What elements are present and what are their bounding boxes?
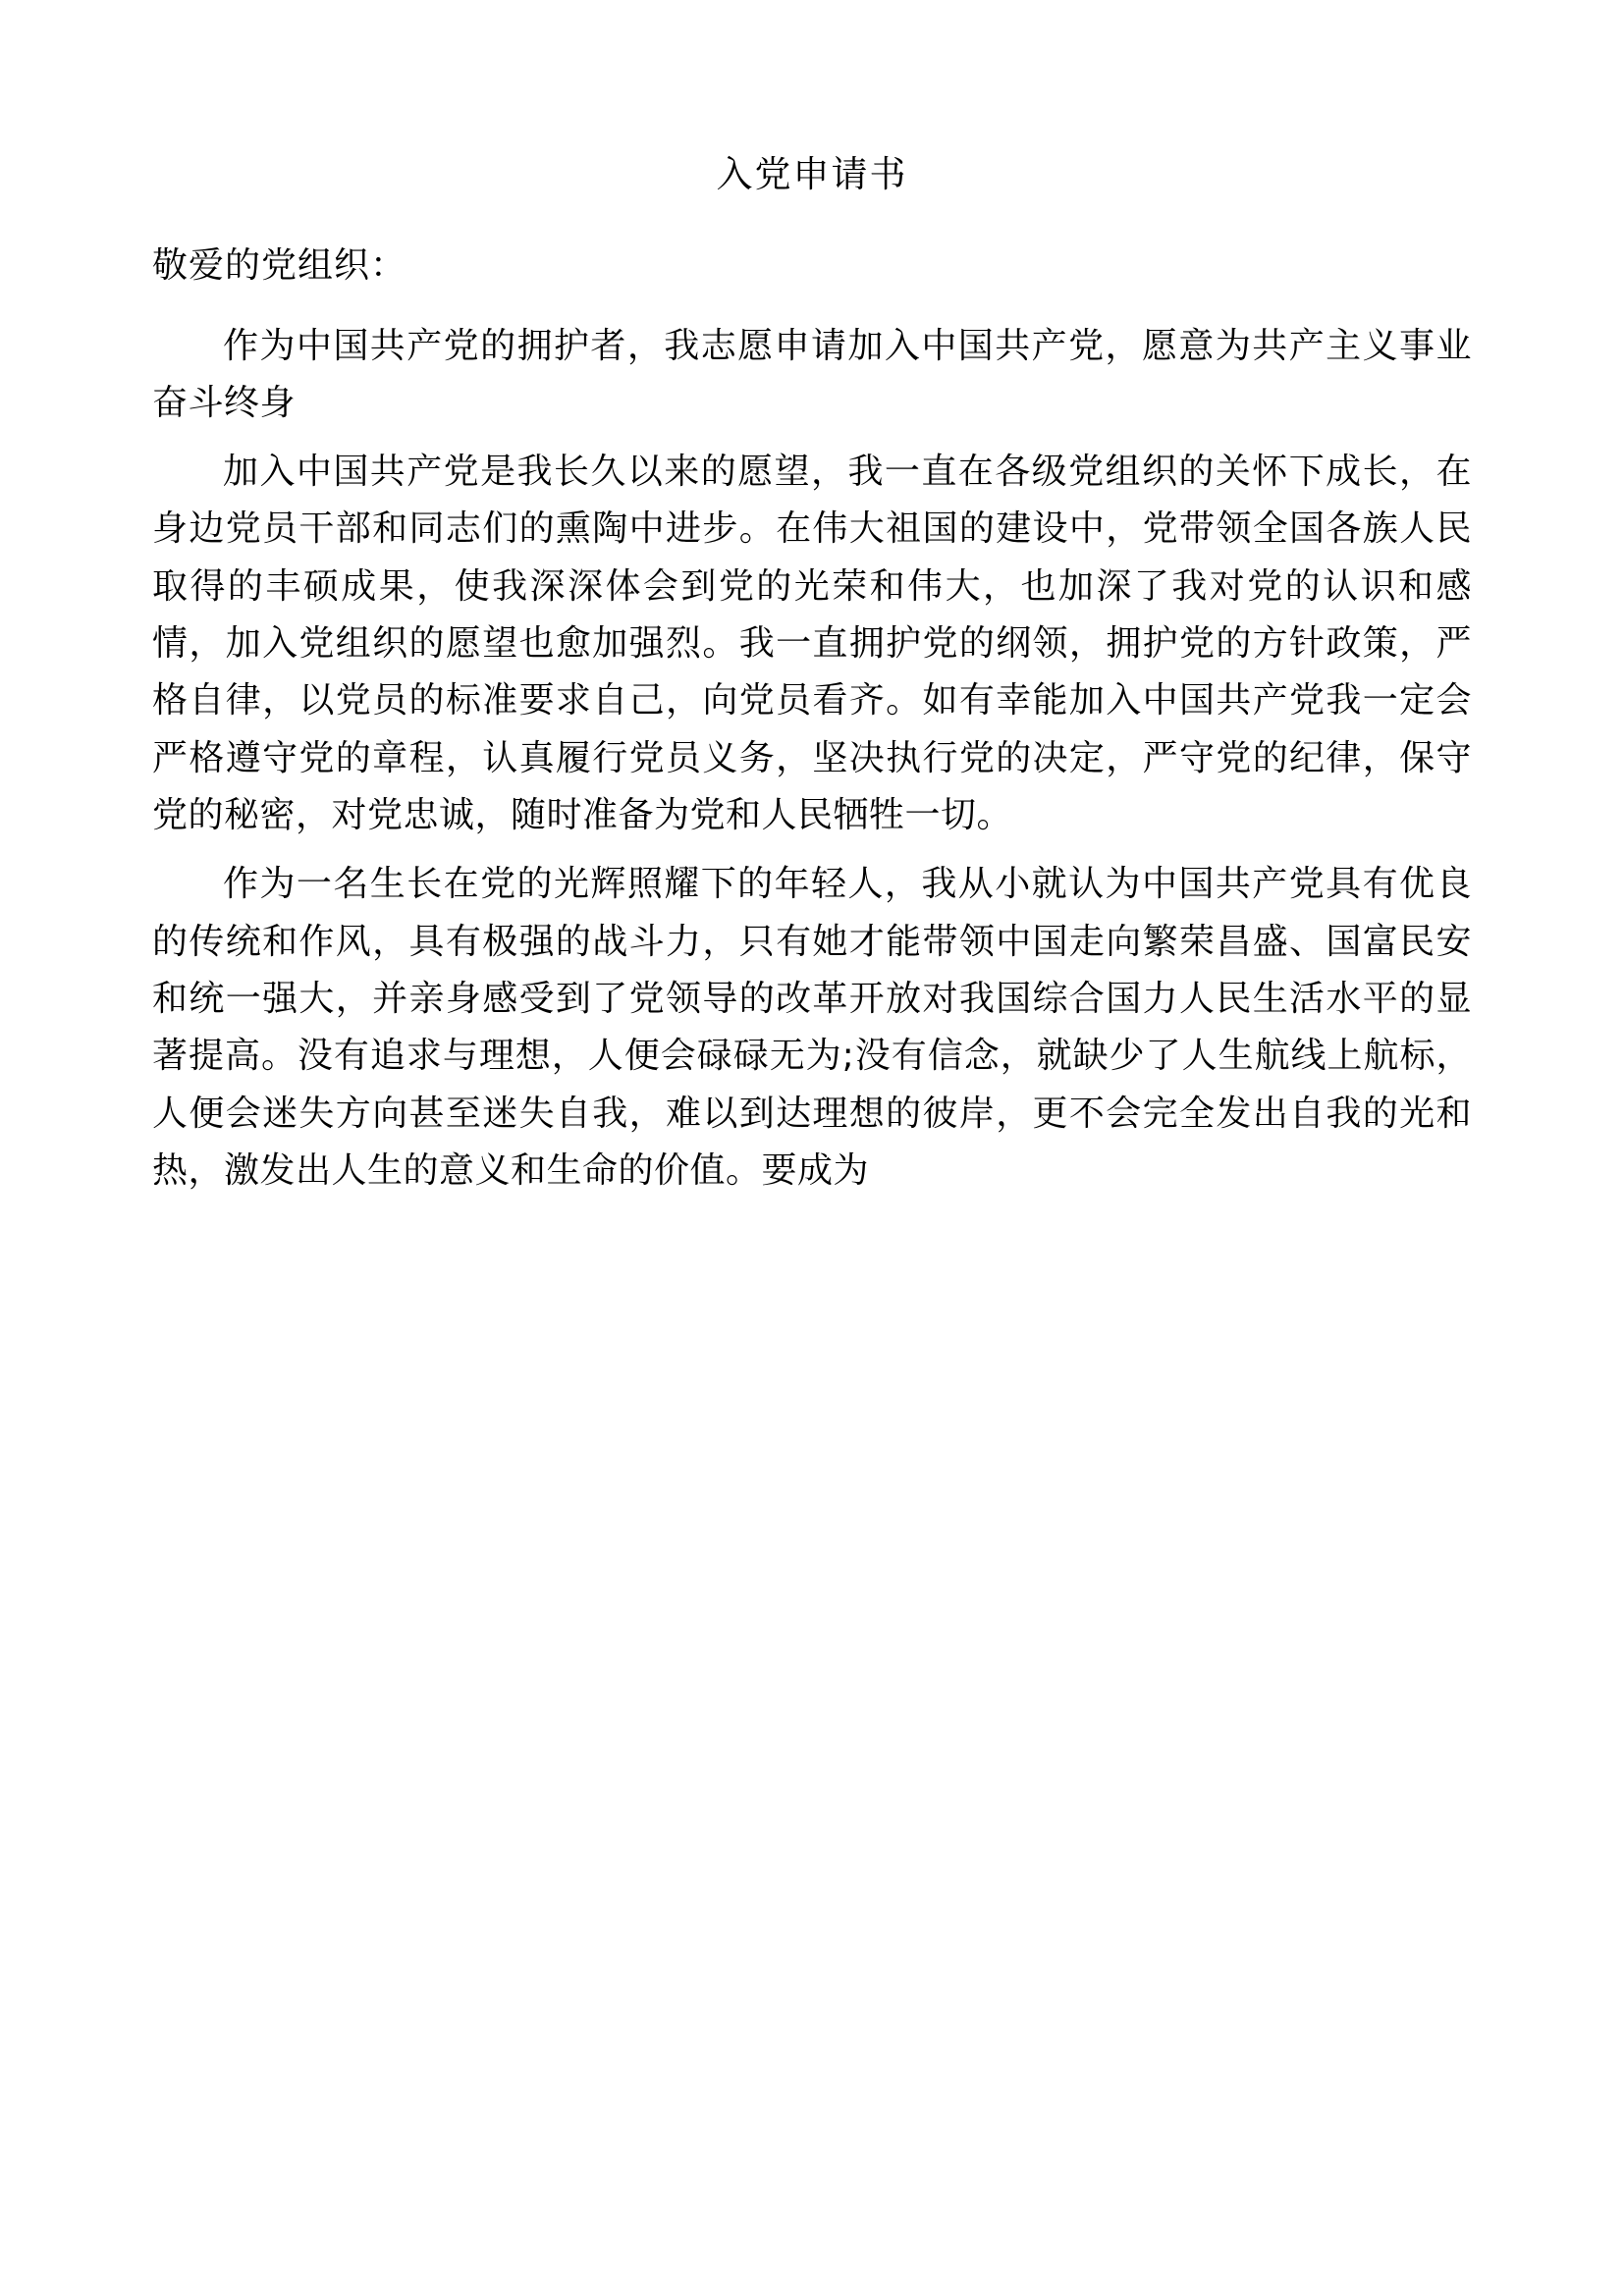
page-title: 入党申请书 — [716, 153, 908, 195]
paragraph-3: 作为一名生长在党的光辉照耀下的年轻人，我从小就认为中国共产党具有优良的传统和作风，具有极强的战斗力，只有她才能带领中国走向繁荣昌盛、国富民安和统一强大，并亲身感受到了党领导的改革开放对我国综合国力人民生活水平的显著提高。没有追求与理想，人便会碌碌无为;没有信念，就缺少了人生航线上航标，人便会迷失方向甚至迷失自我，难以到达理想的彼岸，更不会完全发出自我的光和热，激发出人生的意义和生命的价值。要成为 — [152, 864, 1472, 1191]
paragraph-2: 加入中国共产党是我长久以来的愿望，我一直在各级党组织的关怀下成长，在身边党员干部和同志们的熏陶中进步。在伟大祖国的建设中，党带领全国各族人民取得的丰硕成果，使我深深体会到党的光荣和伟大，也加深了我对党的认识和感情，加入党组织的愿望也愈加强烈。我一直拥护党的纲领，拥护党的方针政策，严格自律，以党员的标准要求自己，向党员看齐。如有幸能加入中国共产党我一定会严格遵守党的章程，认真履行党员义务，坚决执行党的决定，严守党的纪律，保守党的秘密，对党忠诚，随时准备为党和人民牺牲一切。 — [152, 452, 1472, 835]
paragraph-1: 作为中国共产党的拥护者，我志愿申请加入中国共产党，愿意为共产主义事业奋斗终身 — [152, 325, 1472, 423]
salutation-line: 敬爱的党组织： — [152, 244, 407, 286]
